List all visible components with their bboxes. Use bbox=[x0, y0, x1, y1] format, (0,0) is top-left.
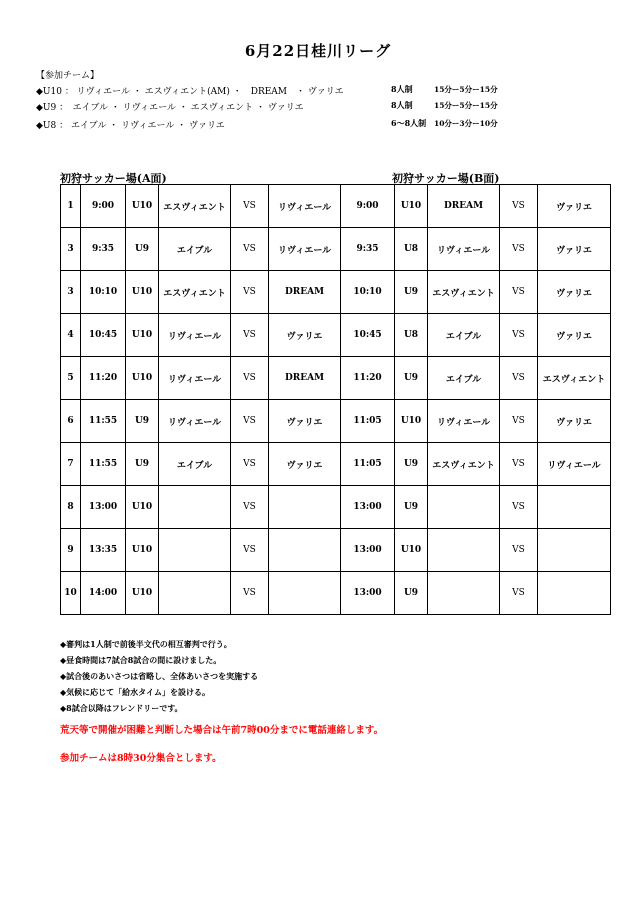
team-list: ◆U8 ： エイブル ・ リヴィエール ・ ヴァリエ bbox=[36, 121, 225, 131]
team-match-time: 10分ー3分ー10分 bbox=[434, 119, 498, 128]
match-number: 3 bbox=[61, 271, 81, 314]
court-a-age: U9 bbox=[126, 400, 159, 443]
court-a-away-team: ヴァリエ bbox=[269, 314, 341, 357]
court-b-time: 9:35 bbox=[341, 228, 395, 271]
court-b-home-team: リヴィエール bbox=[428, 400, 500, 443]
court-b-vs: VS bbox=[500, 443, 538, 486]
team-match-time: 15分ー5分ー15分 bbox=[434, 85, 498, 94]
table-row bbox=[61, 271, 611, 314]
court-a-age: U10 bbox=[126, 572, 159, 615]
court-a-age: U10 bbox=[126, 486, 159, 529]
match-number: 5 bbox=[61, 357, 81, 400]
court-b-vs: VS bbox=[500, 400, 538, 443]
table-row bbox=[61, 400, 611, 443]
court-a-vs: VS bbox=[231, 185, 269, 228]
court-b-age: U8 bbox=[395, 314, 428, 357]
table-row bbox=[61, 314, 611, 357]
court-b-vs: VS bbox=[500, 572, 538, 615]
court-b-time: 11:05 bbox=[341, 443, 395, 486]
court-a-age: U10 bbox=[126, 271, 159, 314]
court-b-vs: VS bbox=[500, 486, 538, 529]
court-b-home-team bbox=[428, 572, 500, 615]
court-a-away-team bbox=[269, 529, 341, 572]
teams-heading: 【参加チーム】 bbox=[36, 71, 100, 81]
table-row bbox=[61, 572, 611, 615]
court-a-vs: VS bbox=[231, 529, 269, 572]
court-a-vs: VS bbox=[231, 357, 269, 400]
table-row bbox=[61, 357, 611, 400]
court-a-time: 11:55 bbox=[81, 443, 126, 486]
court-a-home-team: エスヴィエント bbox=[159, 271, 231, 314]
table-row bbox=[61, 529, 611, 572]
gather-alert: 参加チームは8時30分集合とします。 bbox=[60, 753, 222, 764]
court-a-time: 9:35 bbox=[81, 228, 126, 271]
court-a-age: U10 bbox=[126, 529, 159, 572]
court-b-age: U9 bbox=[395, 357, 428, 400]
court-a-away-team: DREAM bbox=[269, 271, 341, 314]
court-b-home-team: DREAM bbox=[428, 185, 500, 228]
court-a-age: U10 bbox=[126, 185, 159, 228]
court-b-time: 9:00 bbox=[341, 185, 395, 228]
court-b-home-team: エスヴィエント bbox=[428, 443, 500, 486]
team-row-u10 bbox=[36, 84, 498, 97]
match-number: 6 bbox=[61, 400, 81, 443]
court-b-away-team: ヴァリエ bbox=[538, 271, 611, 314]
team-match-time: 15分ー5分ー15分 bbox=[434, 101, 498, 110]
court-a-age: U9 bbox=[126, 443, 159, 486]
court-a-vs: VS bbox=[231, 400, 269, 443]
court-a-vs: VS bbox=[231, 572, 269, 615]
court-b-age: U9 bbox=[395, 572, 428, 615]
court-a-away-team bbox=[269, 486, 341, 529]
court-a-time: 11:55 bbox=[81, 400, 126, 443]
court-b-home-team bbox=[428, 486, 500, 529]
match-number: 7 bbox=[61, 443, 81, 486]
court-b-time: 11:05 bbox=[341, 400, 395, 443]
court-b-away-team bbox=[538, 529, 611, 572]
court-a-away-team bbox=[269, 572, 341, 615]
table-row bbox=[61, 486, 611, 529]
court-a-away-team: ヴァリエ bbox=[269, 443, 341, 486]
court-a-age: U10 bbox=[126, 357, 159, 400]
court-b-home-team bbox=[428, 529, 500, 572]
court-b-away-team: ヴァリエ bbox=[538, 314, 611, 357]
court-a-home-team bbox=[159, 529, 231, 572]
match-number: 9 bbox=[61, 529, 81, 572]
court-b-away-team: ヴァリエ bbox=[538, 185, 611, 228]
court-a-home-team bbox=[159, 486, 231, 529]
court-b-away-team: リヴィエール bbox=[538, 443, 611, 486]
court-a-away-team: ヴァリエ bbox=[269, 400, 341, 443]
court-b-vs: VS bbox=[500, 228, 538, 271]
court-b-away-team: ヴァリエ bbox=[538, 400, 611, 443]
match-number: 1 bbox=[61, 185, 81, 228]
note-item: ◆試合後のあいさつは省略し、全体あいさつを実施する bbox=[60, 671, 259, 681]
venue-a-heading: 初狩サッカー場(A面) bbox=[60, 172, 167, 185]
note-item: ◆昼食時間は7試合8試合の間に設けました。 bbox=[60, 655, 222, 665]
court-b-home-team: エイブル bbox=[428, 314, 500, 357]
table-row bbox=[61, 185, 611, 228]
court-b-home-team: リヴィエール bbox=[428, 228, 500, 271]
team-row-u9 bbox=[36, 100, 498, 113]
page-title: 6月22日桂川リーグ bbox=[244, 42, 392, 60]
team-list: ◆U10 ： リヴィエール ・ エスヴィエント(AM) ・ DREAM ・ ヴァリエ bbox=[36, 87, 344, 97]
court-b-time: 13:00 bbox=[341, 486, 395, 529]
court-b-away-team bbox=[538, 486, 611, 529]
court-a-time: 13:00 bbox=[81, 486, 126, 529]
court-b-away-team: ヴァリエ bbox=[538, 228, 611, 271]
court-a-home-team: エイブル bbox=[159, 443, 231, 486]
court-b-time: 10:10 bbox=[341, 271, 395, 314]
court-b-vs: VS bbox=[500, 529, 538, 572]
court-b-time: 13:00 bbox=[341, 572, 395, 615]
court-b-time: 10:45 bbox=[341, 314, 395, 357]
court-b-home-team: エスヴィエント bbox=[428, 271, 500, 314]
court-a-home-team: エイブル bbox=[159, 228, 231, 271]
note-item: ◆8試合以降はフレンドリーです。 bbox=[60, 703, 183, 713]
court-a-home-team bbox=[159, 572, 231, 615]
match-number: 8 bbox=[61, 486, 81, 529]
court-b-age: U10 bbox=[395, 185, 428, 228]
court-a-time: 10:10 bbox=[81, 271, 126, 314]
court-b-vs: VS bbox=[500, 357, 538, 400]
match-number: 4 bbox=[61, 314, 81, 357]
team-format: 8人制 bbox=[391, 84, 413, 94]
court-b-time: 13:00 bbox=[341, 529, 395, 572]
match-number: 10 bbox=[61, 572, 81, 615]
court-a-home-team: リヴィエール bbox=[159, 357, 231, 400]
weather-alert: 荒天等で開催が困難と判断した場合は午前7時00分までに電話連絡します。 bbox=[60, 725, 384, 736]
court-b-away-team bbox=[538, 572, 611, 615]
note-item: ◆気候に応じて「給水タイム」を設ける。 bbox=[60, 687, 210, 697]
court-a-age: U9 bbox=[126, 228, 159, 271]
team-list: ◆U9 ： エイブル ・ リヴィエール ・ エスヴィエント ・ ヴァリエ bbox=[36, 103, 304, 113]
note-item: ◆審判は1人制で前後半文代の相互審判で行う。 bbox=[60, 639, 232, 649]
schedule-table bbox=[60, 184, 611, 615]
notes-list bbox=[60, 636, 258, 716]
court-b-vs: VS bbox=[500, 271, 538, 314]
venue-b-heading: 初狩サッカー場(B面) bbox=[392, 172, 500, 185]
court-b-age: U9 bbox=[395, 486, 428, 529]
court-b-age: U10 bbox=[395, 400, 428, 443]
court-b-time: 11:20 bbox=[341, 357, 395, 400]
court-b-age: U10 bbox=[395, 529, 428, 572]
court-a-away-team: DREAM bbox=[269, 357, 341, 400]
court-a-time: 14:00 bbox=[81, 572, 126, 615]
court-a-time: 9:00 bbox=[81, 185, 126, 228]
table-row bbox=[61, 443, 611, 486]
court-a-home-team: エスヴィエント bbox=[159, 185, 231, 228]
court-a-away-team: リヴィエール bbox=[269, 228, 341, 271]
team-format: 8人制 bbox=[391, 100, 413, 110]
table-row bbox=[61, 228, 611, 271]
court-b-away-team: エスヴィエント bbox=[538, 357, 611, 400]
court-b-age: U9 bbox=[395, 271, 428, 314]
team-format: 6～8人制 bbox=[391, 118, 427, 128]
court-a-vs: VS bbox=[231, 443, 269, 486]
court-b-home-team: エイブル bbox=[428, 357, 500, 400]
court-a-vs: VS bbox=[231, 228, 269, 271]
match-number: 3 bbox=[61, 228, 81, 271]
court-a-home-team: リヴィエール bbox=[159, 314, 231, 357]
court-a-age: U10 bbox=[126, 314, 159, 357]
court-a-vs: VS bbox=[231, 271, 269, 314]
court-b-vs: VS bbox=[500, 314, 538, 357]
court-a-time: 10:45 bbox=[81, 314, 126, 357]
court-a-home-team: リヴィエール bbox=[159, 400, 231, 443]
court-a-away-team: リヴィエール bbox=[269, 185, 341, 228]
court-b-age: U9 bbox=[395, 443, 428, 486]
court-b-vs: VS bbox=[500, 185, 538, 228]
court-b-age: U8 bbox=[395, 228, 428, 271]
team-row-u8 bbox=[36, 118, 498, 131]
court-a-time: 11:20 bbox=[81, 357, 126, 400]
court-a-vs: VS bbox=[231, 486, 269, 529]
court-a-time: 13:35 bbox=[81, 529, 126, 572]
court-a-vs: VS bbox=[231, 314, 269, 357]
